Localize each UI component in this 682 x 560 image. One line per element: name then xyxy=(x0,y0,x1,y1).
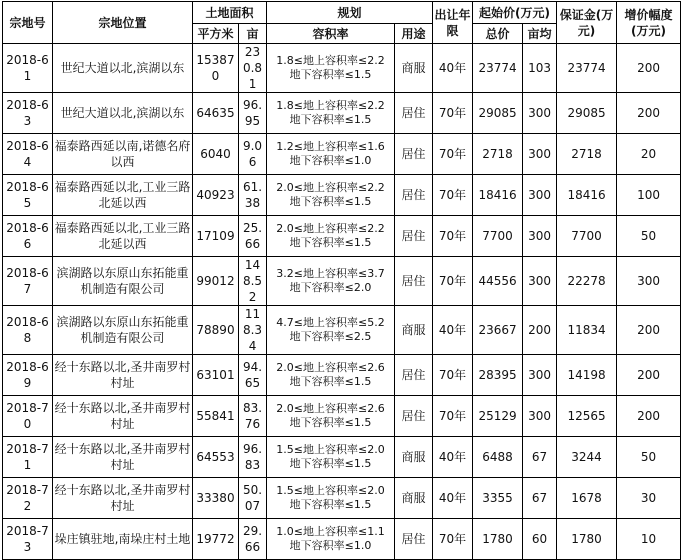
far-above-ground: 1.5≤地上容积率≤2.0 xyxy=(276,484,385,497)
cell-price-per-mu: 67 xyxy=(523,478,557,519)
cell-area-sqm: 64553 xyxy=(193,437,239,478)
cell-use: 居住 xyxy=(395,134,433,175)
cell-price-per-mu: 67 xyxy=(523,437,557,478)
cell-far xyxy=(267,355,395,396)
cell-total-price: 7700 xyxy=(473,216,523,257)
header-far: 容积率 xyxy=(267,24,395,44)
cell-far xyxy=(267,478,395,519)
cell-total-price: 23667 xyxy=(473,306,523,355)
far-underground: 地下容积率≤1.5 xyxy=(289,498,372,511)
header-deposit: 保证金(万元) xyxy=(557,2,617,44)
table-row xyxy=(3,306,681,355)
table-row xyxy=(3,257,681,306)
cell-total-price: 23774 xyxy=(473,44,523,93)
cell-location: 经十东路以北,圣井南罗村村址 xyxy=(53,478,193,519)
cell-far xyxy=(267,216,395,257)
cell-total-price: 44556 xyxy=(473,257,523,306)
cell-term: 40年 xyxy=(433,44,473,93)
cell-location: 经十东路以北,圣井南罗村村址 xyxy=(53,437,193,478)
cell-location: 福泰路西延以北,工业三路北延以西 xyxy=(53,175,193,216)
cell-increment: 50 xyxy=(617,216,681,257)
cell-total-price: 25129 xyxy=(473,396,523,437)
table-row xyxy=(3,134,681,175)
cell-price-per-mu: 300 xyxy=(523,355,557,396)
header-row-top xyxy=(3,2,681,24)
cell-area-sqm: 55841 xyxy=(193,396,239,437)
cell-increment: 200 xyxy=(617,306,681,355)
cell-area-sqm: 17109 xyxy=(193,216,239,257)
cell-area-mu: 9.06 xyxy=(239,134,267,175)
table-row xyxy=(3,396,681,437)
cell-parcel-no: 2018-65 xyxy=(3,175,53,216)
cell-term: 70年 xyxy=(433,519,473,560)
cell-deposit: 2718 xyxy=(557,134,617,175)
land-auction-table xyxy=(2,1,681,560)
cell-price-per-mu: 300 xyxy=(523,134,557,175)
cell-parcel-no: 2018-67 xyxy=(3,257,53,306)
cell-parcel-no: 2018-66 xyxy=(3,216,53,257)
cell-parcel-no: 2018-68 xyxy=(3,306,53,355)
cell-far xyxy=(267,306,395,355)
table-row xyxy=(3,355,681,396)
cell-price-per-mu: 103 xyxy=(523,44,557,93)
cell-term: 70年 xyxy=(433,134,473,175)
header-mu: 亩 xyxy=(239,24,267,44)
header-sqm: 平方米 xyxy=(193,24,239,44)
cell-parcel-no: 2018-64 xyxy=(3,134,53,175)
cell-price-per-mu: 60 xyxy=(523,519,557,560)
cell-term: 40年 xyxy=(433,306,473,355)
cell-area-sqm: 19772 xyxy=(193,519,239,560)
header-start-price: 起始价(万元) xyxy=(473,2,557,24)
header-increment: 增价幅度(万元) xyxy=(617,2,681,44)
cell-use: 居住 xyxy=(395,519,433,560)
cell-area-sqm: 99012 xyxy=(193,257,239,306)
cell-area-mu: 83.76 xyxy=(239,396,267,437)
cell-area-sqm: 33380 xyxy=(193,478,239,519)
cell-price-per-mu: 300 xyxy=(523,257,557,306)
cell-use: 居住 xyxy=(395,257,433,306)
cell-price-per-mu: 300 xyxy=(523,216,557,257)
cell-deposit: 23774 xyxy=(557,44,617,93)
cell-parcel-no: 2018-69 xyxy=(3,355,53,396)
cell-location: 经十东路以北,圣井南罗村村址 xyxy=(53,396,193,437)
header-total: 总价 xyxy=(473,24,523,44)
cell-area-mu: 94.65 xyxy=(239,355,267,396)
cell-area-sqm: 63101 xyxy=(193,355,239,396)
cell-term: 70年 xyxy=(433,175,473,216)
cell-area-mu: 118.34 xyxy=(239,306,267,355)
cell-increment: 30 xyxy=(617,478,681,519)
table-row xyxy=(3,216,681,257)
far-underground: 地下容积率≤1.0 xyxy=(289,539,372,552)
far-underground: 地下容积率≤1.5 xyxy=(289,375,372,388)
cell-area-mu: 25.66 xyxy=(239,216,267,257)
cell-term: 70年 xyxy=(433,216,473,257)
cell-parcel-no: 2018-70 xyxy=(3,396,53,437)
table-row xyxy=(3,478,681,519)
far-above-ground: 2.0≤地上容积率≤2.2 xyxy=(276,222,385,235)
cell-use: 商服 xyxy=(395,44,433,93)
cell-deposit: 1780 xyxy=(557,519,617,560)
cell-increment: 200 xyxy=(617,93,681,134)
cell-total-price: 2718 xyxy=(473,134,523,175)
far-underground: 地下容积率≤1.5 xyxy=(289,68,372,81)
cell-location: 滨湖路以东原山东拓能重机制造有限公司 xyxy=(53,257,193,306)
cell-price-per-mu: 300 xyxy=(523,175,557,216)
far-above-ground: 2.0≤地上容积率≤2.2 xyxy=(276,181,385,194)
cell-use: 居住 xyxy=(395,93,433,134)
cell-far xyxy=(267,396,395,437)
cell-deposit: 18416 xyxy=(557,175,617,216)
cell-location: 福泰路西延以北,工业三路北延以西 xyxy=(53,216,193,257)
far-above-ground: 4.7≤地上容积率≤5.2 xyxy=(276,316,385,329)
far-underground: 地下容积率≤2.0 xyxy=(289,281,372,294)
header-parcel-no: 宗地号 xyxy=(3,2,53,44)
cell-deposit: 11834 xyxy=(557,306,617,355)
header-use: 用途 xyxy=(395,24,433,44)
cell-area-mu: 61.38 xyxy=(239,175,267,216)
cell-far xyxy=(267,44,395,93)
cell-term: 70年 xyxy=(433,355,473,396)
cell-use: 居住 xyxy=(395,175,433,216)
far-underground: 地下容积率≤1.5 xyxy=(289,416,372,429)
cell-increment: 100 xyxy=(617,175,681,216)
table-row xyxy=(3,519,681,560)
table-body xyxy=(3,44,681,560)
cell-deposit: 7700 xyxy=(557,216,617,257)
cell-total-price: 29085 xyxy=(473,93,523,134)
table-row xyxy=(3,44,681,93)
cell-increment: 200 xyxy=(617,355,681,396)
cell-use: 商服 xyxy=(395,306,433,355)
cell-use: 商服 xyxy=(395,437,433,478)
cell-deposit: 3244 xyxy=(557,437,617,478)
cell-deposit: 1678 xyxy=(557,478,617,519)
cell-use: 商服 xyxy=(395,478,433,519)
far-above-ground: 3.2≤地上容积率≤3.7 xyxy=(276,267,385,280)
cell-increment: 200 xyxy=(617,396,681,437)
far-above-ground: 1.8≤地上容积率≤2.2 xyxy=(276,99,385,112)
header-location: 宗地位置 xyxy=(53,2,193,44)
far-underground: 地下容积率≤1.5 xyxy=(289,113,372,126)
cell-price-per-mu: 200 xyxy=(523,306,557,355)
cell-total-price: 1780 xyxy=(473,519,523,560)
cell-area-mu: 230.81 xyxy=(239,44,267,93)
cell-total-price: 28395 xyxy=(473,355,523,396)
cell-location: 世纪大道以北,滨湖以东 xyxy=(53,44,193,93)
cell-parcel-no: 2018-71 xyxy=(3,437,53,478)
cell-area-mu: 50.07 xyxy=(239,478,267,519)
cell-total-price: 18416 xyxy=(473,175,523,216)
far-underground: 地下容积率≤1.5 xyxy=(289,457,372,470)
cell-area-sqm: 64635 xyxy=(193,93,239,134)
cell-location: 福泰路西延以南,诺德名府以西 xyxy=(53,134,193,175)
cell-parcel-no: 2018-73 xyxy=(3,519,53,560)
cell-area-mu: 29.66 xyxy=(239,519,267,560)
cell-far xyxy=(267,175,395,216)
far-above-ground: 1.2≤地上容积率≤1.6 xyxy=(276,140,385,153)
cell-location: 世纪大道以北,滨湖以东 xyxy=(53,93,193,134)
cell-increment: 200 xyxy=(617,44,681,93)
cell-deposit: 29085 xyxy=(557,93,617,134)
cell-area-mu: 96.83 xyxy=(239,437,267,478)
cell-area-sqm: 6040 xyxy=(193,134,239,175)
cell-area-sqm: 78890 xyxy=(193,306,239,355)
table-row xyxy=(3,437,681,478)
cell-term: 70年 xyxy=(433,257,473,306)
cell-price-per-mu: 300 xyxy=(523,396,557,437)
cell-parcel-no: 2018-72 xyxy=(3,478,53,519)
cell-term: 40年 xyxy=(433,478,473,519)
header-land-area: 土地面积 xyxy=(193,2,267,24)
cell-location: 垛庄镇驻地,南垛庄村土地 xyxy=(53,519,193,560)
far-underground: 地下容积率≤1.0 xyxy=(289,154,372,167)
cell-total-price: 3355 xyxy=(473,478,523,519)
cell-far xyxy=(267,134,395,175)
cell-location: 滨湖路以东原山东拓能重机制造有限公司 xyxy=(53,306,193,355)
table-row xyxy=(3,93,681,134)
cell-area-mu: 96.95 xyxy=(239,93,267,134)
cell-parcel-no: 2018-63 xyxy=(3,93,53,134)
cell-location: 经十东路以北,圣井南罗村村址 xyxy=(53,355,193,396)
cell-use: 居住 xyxy=(395,355,433,396)
cell-increment: 20 xyxy=(617,134,681,175)
cell-far xyxy=(267,437,395,478)
far-underground: 地下容积率≤2.5 xyxy=(289,330,372,343)
header-transfer-term: 出让年限 xyxy=(433,2,473,44)
cell-deposit: 12565 xyxy=(557,396,617,437)
far-above-ground: 1.5≤地上容积率≤2.0 xyxy=(276,443,385,456)
cell-increment: 300 xyxy=(617,257,681,306)
far-above-ground: 2.0≤地上容积率≤2.6 xyxy=(276,402,385,415)
header-planning: 规划 xyxy=(267,2,433,24)
cell-area-mu: 148.52 xyxy=(239,257,267,306)
far-above-ground: 2.0≤地上容积率≤2.6 xyxy=(276,361,385,374)
cell-deposit: 22278 xyxy=(557,257,617,306)
header-per-mu: 亩均 xyxy=(523,24,557,44)
cell-parcel-no: 2018-61 xyxy=(3,44,53,93)
far-underground: 地下容积率≤1.5 xyxy=(289,195,372,208)
cell-far xyxy=(267,93,395,134)
cell-use: 居住 xyxy=(395,396,433,437)
cell-increment: 10 xyxy=(617,519,681,560)
cell-area-sqm: 153870 xyxy=(193,44,239,93)
cell-total-price: 6488 xyxy=(473,437,523,478)
cell-deposit: 14198 xyxy=(557,355,617,396)
cell-price-per-mu: 300 xyxy=(523,93,557,134)
cell-area-sqm: 40923 xyxy=(193,175,239,216)
cell-term: 40年 xyxy=(433,437,473,478)
far-above-ground: 1.0≤地上容积率≤1.1 xyxy=(276,525,385,538)
cell-term: 70年 xyxy=(433,93,473,134)
cell-increment: 50 xyxy=(617,437,681,478)
cell-term: 70年 xyxy=(433,396,473,437)
cell-far xyxy=(267,257,395,306)
cell-use: 居住 xyxy=(395,216,433,257)
far-underground: 地下容积率≤1.5 xyxy=(289,236,372,249)
cell-far xyxy=(267,519,395,560)
far-above-ground: 1.8≤地上容积率≤2.2 xyxy=(276,54,385,67)
table-row xyxy=(3,175,681,216)
